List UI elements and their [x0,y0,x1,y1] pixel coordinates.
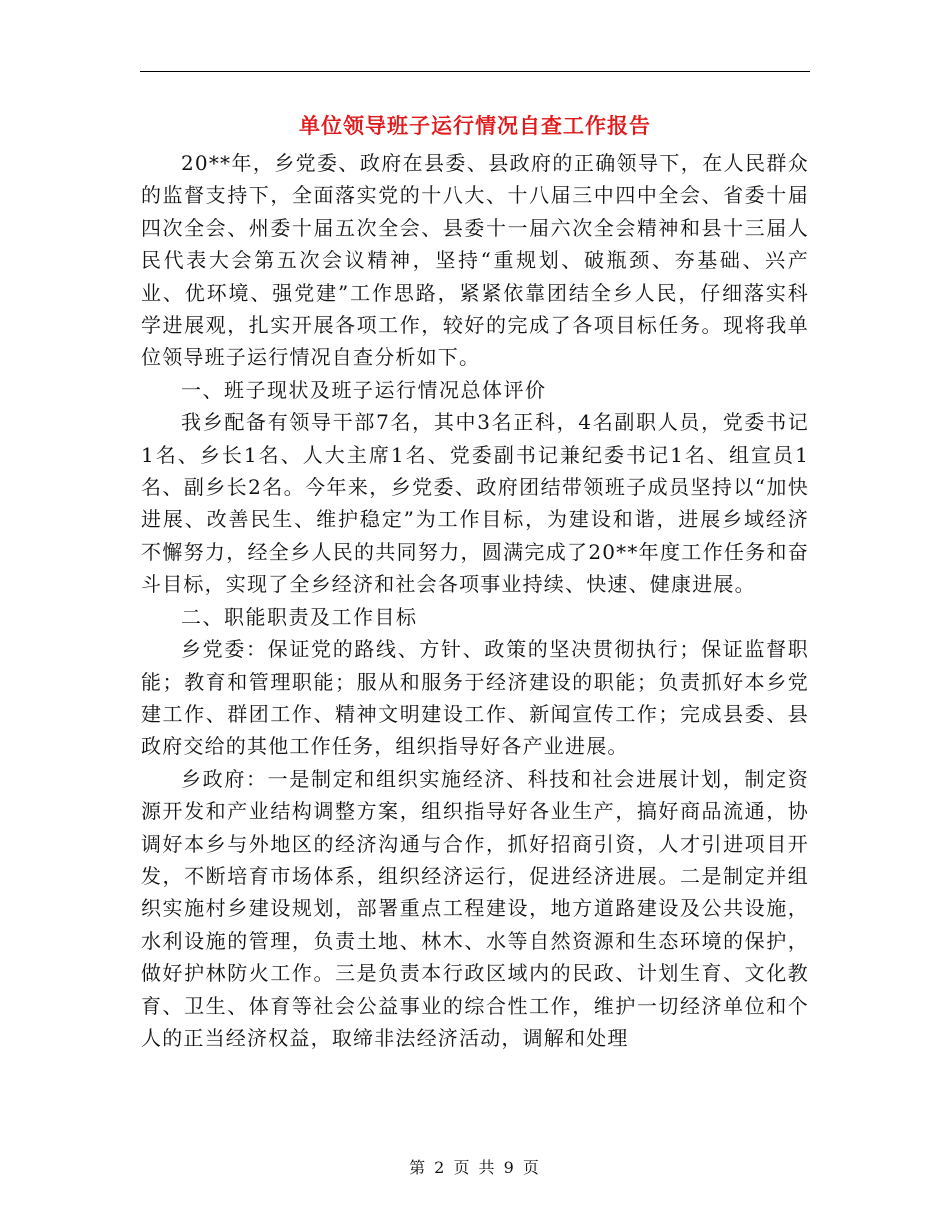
document-body [141,147,809,1054]
paragraph-party-committee: 乡党委：保证党的路线、方针、政策的坚决贯彻执行；保证监督职能；教育和管理职能；服从和服务于经济建设的职能；负责抓好本乡党建工作、群团工作、精神文明建设工作、新闻宣传工作；完成县委、县政府交给的其他工作任务，组织指导好各产业进展。 [141,637,809,759]
paragraph-intro: 20**年，乡党委、政府在县委、县政府的正确领导下，在人民群众的监督支持下，全面落实党的十八大、十八届三中四中全会、省委十届四次全会、州委十届五次全会、县委十一届六次全会精神和县十三届人民代表大会第五次会议精神，坚持“重规划、破瓶颈、夯基础、兴产业、优环境、强党建”工作思路，紧紧依靠团结全乡人民，仔细落实科学进展观，扎实开展各项工作，较好的完成了各项目标任务。现将我单位领导班子运行情况自查分析如下。 [141,151,809,370]
paragraph-township-government: 乡政府：一是制定和组织实施经济、科技和社会进展计划，制定资源开发和产业结构调整方案，组织指导好各业生产，搞好商品流通，协调好本乡与外地区的经济沟通与合作，抓好招商引资，人才引进项目开发，不断培育市场体系，组织经济运行，促进经济进展。二是制定并组织实施村乡建设规划，部署重点工程建设，地方道路建设及公共设施，水利设施的管理，负责土地、林木、水等自然资源和生态环境的保护，做好护林防火工作。三是负责本行政区域内的民政、计划生育、文化教育、卫生、体育等社会公益事业的综合性工作，维护一切经济单位和个人的正当经济权益，取缔非法经济活动，调解和处理 [141,766,809,1050]
section-heading-2: 二、职能职责及工作目标 [181,604,418,629]
section-heading-1: 一、班子现状及班子运行情况总体评价 [181,377,547,402]
paragraph-team-status: 我乡配备有领导干部7名，其中3名正科，4名副职人员，党委书记1名、乡长1名、人大主席1名、党委副书记兼纪委书记1名、组宣员1名、副乡长2名。今年来，乡党委、政府团结带领班子成员坚持以“加快进展、改善民生、维护稳定”为工作目标，为建设和谐，进展乡域经济不懈努力，经全乡人民的共同努力，圆满完成了20**年度工作任务和奋斗目标，实现了全乡经济和社会各项事业持续、快速、健康进展。 [141,410,809,597]
document-title: 单位领导班子运行情况自查工作报告 [299,113,651,138]
page-number-footer: 第 2 页 共 9 页 [409,1158,541,1177]
header-rule [140,71,810,72]
